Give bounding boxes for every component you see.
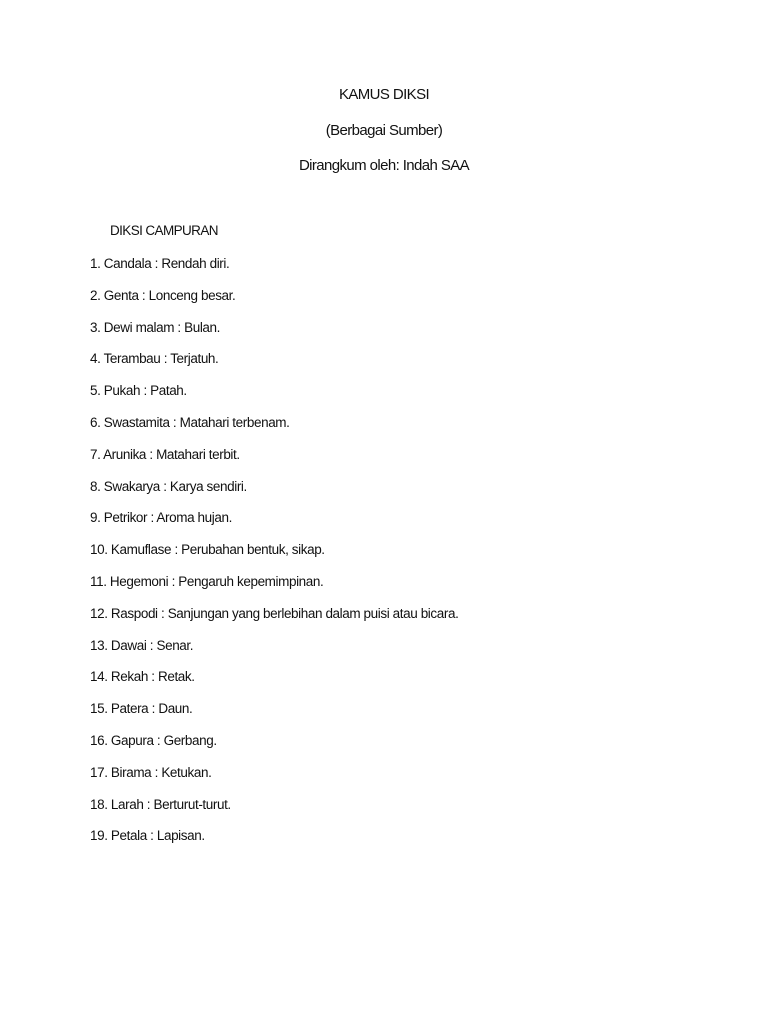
list-item: 16. Gapura : Gerbang.	[90, 732, 217, 748]
list-item: 7. Arunika : Matahari terbit.	[90, 446, 240, 462]
list-item: 15. Patera : Daun.	[90, 701, 193, 717]
document-title: KAMUS DIKSI	[338, 86, 430, 103]
entry-list	[90, 255, 458, 859]
list-item: 14. Rekah : Retak.	[90, 669, 195, 685]
list-item: 17. Birama : Ketukan.	[90, 764, 212, 780]
document-compiler: Dirangkum oleh: Indah SAA	[298, 157, 470, 174]
list-item: 18. Larah : Berturut-turut.	[90, 796, 231, 812]
list-item: 9. Petrikor : Aroma hujan.	[90, 510, 232, 526]
list-item: 4. Terambau : Terjatuh.	[90, 351, 219, 367]
list-item: 12. Raspodi : Sanjungan yang berlebihan dalam puisi atau bicara.	[90, 605, 459, 621]
list-item: 10. Kamuflase : Perubahan bentuk, sikap.	[90, 542, 325, 558]
list-item: 19. Petala : Lapisan.	[90, 828, 205, 844]
section-heading: DIKSI CAMPURAN	[110, 223, 218, 238]
list-item: 8. Swakarya : Karya sendiri.	[90, 478, 247, 494]
list-item: 3. Dewi malam : Bulan.	[90, 319, 221, 335]
list-item: 6. Swastamita : Matahari terbenam.	[90, 414, 290, 430]
list-item: 13. Dawai : Senar.	[90, 637, 194, 653]
list-item: 2. Genta : Lonceng besar.	[90, 287, 236, 303]
list-item: 1. Candala : Rendah diri.	[90, 256, 230, 271]
document-subtitle: (Berbagai Sumber)	[325, 122, 443, 139]
list-item: 5. Pukah : Patah.	[90, 383, 187, 399]
list-item: 11. Hegemoni : Pengaruh kepemimpinan.	[90, 573, 324, 589]
